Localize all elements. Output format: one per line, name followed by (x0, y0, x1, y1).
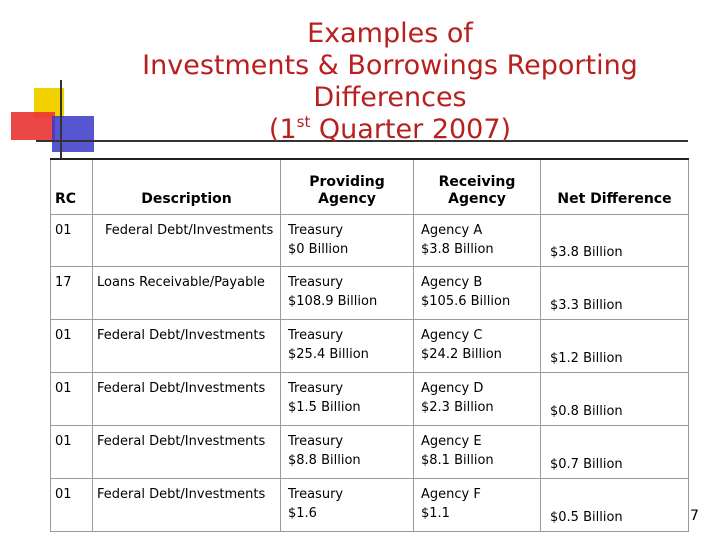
receiving-agency-name: Agency F (421, 487, 481, 503)
providing-agency-amount: $8.8 Billion (288, 453, 361, 469)
cell-rc: 17 (51, 267, 93, 320)
cell-net-difference: $1.2 Billion (541, 320, 689, 373)
table-row (51, 373, 689, 426)
header-providing-agency: Providing Agency (281, 159, 414, 214)
providing-agency-name: Treasury (288, 222, 344, 238)
cell-rc: 01 (51, 214, 93, 267)
providing-agency-amount: $1.5 Billion (288, 400, 361, 416)
cell-net-difference: $3.8 Billion (541, 214, 689, 267)
title-line-3-pre: (1 (268, 114, 297, 145)
receiving-agency-amount: $3.8 Billion (421, 241, 494, 257)
title-line-3-post: Quarter 2007) (310, 114, 512, 145)
cell-providing-agency (281, 373, 414, 426)
receiving-agency-name: Agency D (421, 381, 484, 397)
cell-receiving-agency (414, 373, 541, 426)
cell-providing-agency (281, 267, 414, 320)
cell-description: Federal Debt/Investments (93, 214, 281, 267)
providing-agency-amount: $1.6 (288, 506, 317, 522)
providing-agency-name: Treasury (288, 381, 344, 397)
table-row (51, 426, 689, 479)
header-rc: RC (51, 159, 93, 214)
title-superscript: st (296, 113, 311, 131)
ornament-red-square (11, 112, 55, 140)
providing-agency-amount: $25.4 Billion (288, 347, 369, 363)
cell-net-difference: $0.7 Billion (541, 426, 689, 479)
cell-receiving-agency (414, 320, 541, 373)
cell-providing-agency (281, 320, 414, 373)
cell-description: Federal Debt/Investments (93, 479, 281, 532)
cell-net-difference: $0.5 Billion (541, 479, 689, 532)
cell-description: Federal Debt/Investments (93, 373, 281, 426)
cell-net-difference: $0.8 Billion (541, 373, 689, 426)
providing-agency-name: Treasury (288, 434, 344, 450)
title-line-1: Examples of (307, 18, 473, 49)
table-row (51, 479, 689, 532)
title-line-2: Investments & Borrowings Reporting Differences (142, 50, 638, 113)
cell-providing-agency (281, 479, 414, 532)
receiving-agency-name: Agency B (421, 275, 483, 291)
cell-rc: 01 (51, 479, 93, 532)
cell-providing-agency (281, 214, 414, 267)
table-header-row (51, 159, 689, 214)
cell-rc: 01 (51, 426, 93, 479)
cell-receiving-agency (414, 267, 541, 320)
receiving-agency-amount: $2.3 Billion (421, 400, 494, 416)
ornament-vertical-rule (60, 80, 62, 158)
providing-agency-name: Treasury (288, 487, 344, 503)
cell-description: Federal Debt/Investments (93, 426, 281, 479)
receiving-agency-name: Agency C (421, 328, 483, 344)
receiving-agency-name: Agency A (421, 222, 483, 238)
table-row (51, 214, 689, 267)
cell-rc: 01 (51, 373, 93, 426)
receiving-agency-amount: $105.6 Billion (421, 294, 511, 310)
cell-description: Federal Debt/Investments (93, 320, 281, 373)
providing-agency-name: Treasury (288, 328, 344, 344)
cell-receiving-agency (414, 214, 541, 267)
table-row (51, 320, 689, 373)
providing-agency-name: Treasury (288, 275, 344, 291)
slide-number: 7 (690, 508, 699, 524)
cell-receiving-agency (414, 426, 541, 479)
cell-description: Loans Receivable/Payable (93, 267, 281, 320)
header-receiving-agency: Receiving Agency (414, 159, 541, 214)
receiving-agency-name: Agency E (421, 434, 482, 450)
receiving-agency-amount: $24.2 Billion (421, 347, 502, 363)
providing-agency-amount: $108.9 Billion (288, 294, 378, 310)
receiving-agency-amount: $1.1 (421, 506, 450, 522)
slide-title (80, 18, 700, 146)
cell-receiving-agency (414, 479, 541, 532)
title-line-3 (80, 114, 700, 146)
header-description: Description (93, 159, 281, 214)
cell-providing-agency (281, 426, 414, 479)
providing-agency-amount: $0 Billion (288, 241, 349, 257)
table-row (51, 267, 689, 320)
differences-table (50, 158, 689, 532)
cell-net-difference: $3.3 Billion (541, 267, 689, 320)
receiving-agency-amount: $8.1 Billion (421, 453, 494, 469)
header-net-difference: Net Difference (541, 159, 689, 214)
cell-rc: 01 (51, 320, 93, 373)
